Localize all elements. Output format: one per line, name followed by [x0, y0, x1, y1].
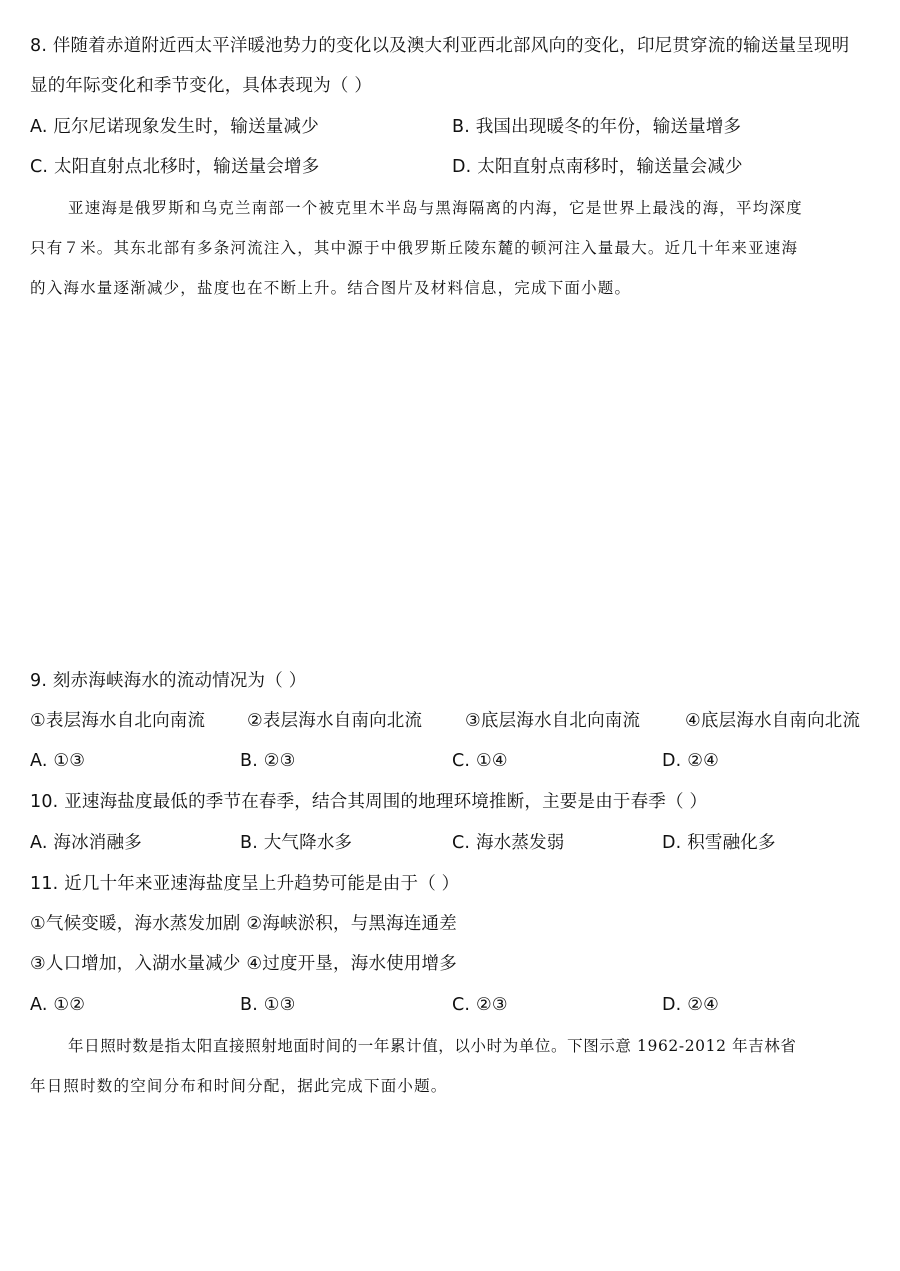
q10-option-a: A. 海冰消融多 [30, 833, 142, 853]
q8-stem-line1: 8. 伴随着赤道附近西太平洋暖池势力的变化以及澳大利亚西北部风向的变化，印尼贯穿流的输送量呈现明 [30, 36, 850, 56]
q9-item-4: ④底层海水自南向北流 [685, 711, 861, 731]
q11-items-line1: ①气候变暖，海水蒸发加剧 ②海峡淤积，与黑海连通差 [30, 914, 457, 934]
q10-option-c: C. 海水蒸发弱 [452, 833, 565, 853]
q9-item-1: ①表层海水自北向南流 [30, 711, 206, 731]
passage1-line1: 亚速海是俄罗斯和乌克兰南部一个被克里木半岛与黑海隔离的内海，它是世界上最浅的海，平均深度 [68, 199, 803, 217]
q11-option-c: C. ②③ [452, 995, 508, 1015]
q8-option-b: B. 我国出现暖冬的年份，输送量增多 [452, 117, 742, 137]
q8-option-d: D. 太阳直射点南移时，输送量会减少 [452, 157, 743, 177]
q9-item-3: ③底层海水自北向南流 [465, 711, 641, 731]
q10-stem: 10. 亚速海盐度最低的季节在春季，结合其周围的地理环境推断，主要是由于春季（ ） [30, 792, 708, 812]
passage2-line1: 年日照时数是指太阳直接照射地面时间的一年累计值，以小时为单位。下图示意 1962-2012 年吉林省 [68, 1037, 797, 1055]
q8-option-a: A. 厄尔尼诺现象发生时，输送量减少 [30, 117, 319, 137]
q9-item-2: ②表层海水自南向北流 [247, 711, 423, 731]
passage1-line3: 的入海水量逐渐减少，盐度也在不断上升。结合图片及材料信息，完成下面小题。 [30, 279, 632, 297]
q8-stem-line2: 显的年际变化和季节变化，具体表现为（ ） [30, 76, 373, 96]
q11-items-line2: ③人口增加，入湖水量减少 ④过度开垦，海水使用增多 [30, 954, 457, 974]
q11-stem: 11. 近几十年来亚速海盐度呈上升趋势可能是由于（ ） [30, 874, 460, 894]
q9-option-c: C. ①④ [452, 751, 508, 771]
passage1-line2: 只有７米。其东北部有多条河流注入，其中源于中俄罗斯丘陵东麓的顿河注入量最大。近几十年来亚速海 [30, 239, 799, 257]
figure-blank-area [30, 310, 870, 660]
q8-option-c: C. 太阳直射点北移时，输送量会增多 [30, 157, 320, 177]
q9-stem: 9. 刻赤海峡海水的流动情况为（ ） [30, 671, 307, 691]
q11-option-a: A. ①② [30, 995, 86, 1015]
q11-option-d: D. ②④ [662, 995, 719, 1015]
q10-option-b: B. 大气降水多 [240, 833, 353, 853]
q10-option-d: D. 积雪融化多 [662, 833, 776, 853]
passage2-line2: 年日照时数的空间分布和时间分配，据此完成下面小题。 [30, 1077, 448, 1095]
q9-option-d: D. ②④ [662, 751, 719, 771]
q9-option-a: A. ①③ [30, 751, 86, 771]
q11-option-b: B. ①③ [240, 995, 296, 1015]
q9-option-b: B. ②③ [240, 751, 296, 771]
